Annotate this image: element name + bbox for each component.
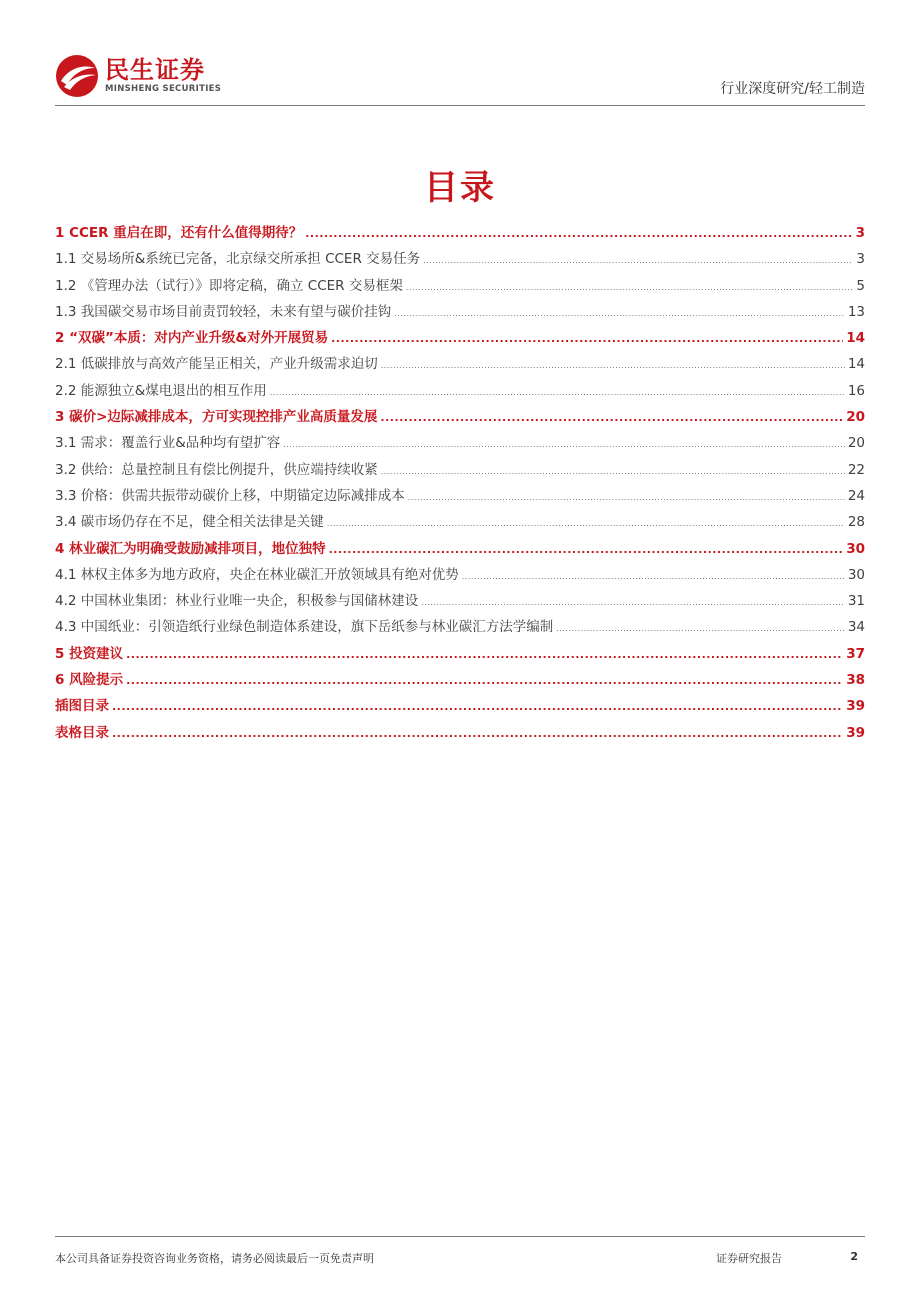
toc-entry-label: 2.2 能源独立&煤电退出的相互作用 xyxy=(55,382,267,399)
toc-entry-label: 1.1 交易场所&系统已完备，北京绿交所承担 CCER 交易任务 xyxy=(55,251,421,268)
toc-entry-label: 4.2 中国林业集团：林业行业唯一央企，积极参与国储林建设 xyxy=(55,593,419,610)
toc-dot-leader xyxy=(381,361,845,370)
toc-entry-label: 2 “双碳”本质：对内产业升级&对外开展贸易 xyxy=(55,330,329,347)
toc-dot-leader xyxy=(380,411,843,424)
report-category: 行业深度研究/轻工制造 xyxy=(720,81,865,97)
toc-entry-page: 20 xyxy=(847,435,865,452)
toc-dot-leader xyxy=(423,256,853,265)
toc-entry-page: 14 xyxy=(846,330,865,347)
table-of-contents xyxy=(55,221,865,747)
toc-dot-leader xyxy=(327,519,845,528)
toc-dot-leader xyxy=(406,283,854,292)
toc-entry-page: 39 xyxy=(846,698,865,715)
toc-subsection-entry[interactable] xyxy=(55,484,865,510)
toc-subsection-entry[interactable] xyxy=(55,274,865,300)
footer-disclaimer: 本公司具备证券投资咨询业务资格，请务必阅读最后一页免责声明 xyxy=(55,1252,374,1265)
page-number: 2 xyxy=(850,1250,858,1263)
toc-subsection-entry[interactable] xyxy=(55,431,865,457)
toc-dot-leader xyxy=(112,727,843,740)
toc-entry-page: 30 xyxy=(847,566,865,583)
toc-subsection-entry[interactable] xyxy=(55,300,865,326)
toc-dot-leader xyxy=(329,543,844,556)
page-title: 目录 xyxy=(424,168,496,208)
toc-subsection-entry[interactable] xyxy=(55,589,865,615)
toc-dot-leader xyxy=(556,624,845,633)
toc-dot-leader xyxy=(283,440,845,449)
toc-entry-label: 2.1 低碳排放与高效产能呈正相关，产业升级需求迫切 xyxy=(55,356,378,373)
toc-dot-leader xyxy=(112,700,843,713)
toc-entry-label: 表格目录 xyxy=(55,724,109,741)
toc-entry-page: 30 xyxy=(846,540,865,557)
footer-report-type: 证券研究报告 xyxy=(716,1252,782,1265)
minsheng-logo-icon xyxy=(55,54,99,98)
toc-subsection-entry[interactable] xyxy=(55,615,865,641)
toc-section-entry[interactable] xyxy=(55,221,865,247)
toc-entry-page: 3 xyxy=(856,251,865,268)
toc-entry-label: 4.3 中国纸业：引领造纸行业绿色制造体系建设，旗下岳纸参与林业碳汇方法学编制 xyxy=(55,619,554,636)
toc-entry-page: 16 xyxy=(847,382,865,399)
toc-entry-page: 5 xyxy=(856,277,865,294)
toc-subsection-entry[interactable] xyxy=(55,458,865,484)
toc-dot-leader xyxy=(305,227,852,240)
toc-dot-leader xyxy=(421,598,845,607)
toc-entry-page: 31 xyxy=(847,593,865,610)
toc-section-entry[interactable] xyxy=(55,537,865,563)
minsheng-logo xyxy=(55,52,221,100)
toc-entry-page: 22 xyxy=(847,461,865,478)
toc-entry-page: 24 xyxy=(847,487,865,504)
toc-entry-page: 3 xyxy=(855,225,865,241)
toc-entry-label: 3.2 供给：总量控制且有偿比例提升，供应端持续收紧 xyxy=(55,461,378,478)
toc-subsection-entry[interactable] xyxy=(55,379,865,405)
toc-entry-label: 1 CCER 重启在即，还有什么值得期待？ xyxy=(55,225,303,241)
toc-entry-page: 37 xyxy=(846,645,865,662)
toc-entry-label: 3.4 碳市场仍存在不足，健全相关法律是关键 xyxy=(55,514,324,531)
toc-dot-leader xyxy=(331,332,843,345)
toc-subsection-entry[interactable] xyxy=(55,510,865,536)
toc-dot-leader xyxy=(126,674,843,687)
toc-entry-page: 38 xyxy=(846,672,865,689)
header-divider xyxy=(55,105,865,106)
toc-entry-label: 5 投资建议 xyxy=(55,645,124,662)
toc-section-entry[interactable] xyxy=(55,405,865,431)
toc-entry-page: 14 xyxy=(847,356,865,373)
toc-dot-leader xyxy=(394,309,845,318)
toc-entry-label: 3.3 价格：供需共振带动碳价上移，中期锚定边际减排成本 xyxy=(55,487,405,504)
toc-entry-label: 3 碳价>边际减排成本，方可实现控排产业高质量发展 xyxy=(55,409,378,426)
toc-dot-leader xyxy=(462,572,845,581)
toc-entry-label: 3.1 需求：覆盖行业&品种均有望扩容 xyxy=(55,435,281,452)
toc-section-entry[interactable] xyxy=(55,642,865,668)
toc-section-entry[interactable] xyxy=(55,326,865,352)
toc-subsection-entry[interactable] xyxy=(55,563,865,589)
footer-divider xyxy=(55,1236,865,1237)
toc-entry-page: 28 xyxy=(847,514,865,531)
toc-entry-page: 39 xyxy=(846,724,865,741)
toc-section-entry[interactable] xyxy=(55,668,865,694)
toc-section-entry[interactable] xyxy=(55,694,865,720)
page-header xyxy=(55,48,865,106)
toc-entry-label: 4.1 林权主体多为地方政府，央企在林业碳汇开放领域具有绝对优势 xyxy=(55,566,459,583)
toc-entry-label: 插图目录 xyxy=(55,698,109,715)
toc-entry-label: 1.3 我国碳交易市场目前责罚较轻，未来有望与碳价挂钩 xyxy=(55,303,392,320)
toc-section-entry[interactable] xyxy=(55,721,865,747)
logo-english-text: MINSHENG SECURITIES xyxy=(105,84,222,94)
logo-chinese-text: 民生证券 xyxy=(105,56,205,84)
toc-dot-leader xyxy=(270,388,845,397)
toc-subsection-entry[interactable] xyxy=(55,352,865,378)
toc-entry-page: 20 xyxy=(846,409,865,426)
toc-subsection-entry[interactable] xyxy=(55,247,865,273)
toc-entry-label: 4 林业碳汇为明确受鼓励减排项目，地位独特 xyxy=(55,540,326,557)
toc-dot-leader xyxy=(408,493,845,502)
toc-dot-leader xyxy=(381,467,845,476)
toc-entry-page: 34 xyxy=(847,619,865,636)
toc-entry-label: 6 风险提示 xyxy=(55,672,124,689)
toc-entry-label: 1.2 《管理办法（试行）》即将定稿，确立 CCER 交易框架 xyxy=(55,277,403,294)
toc-dot-leader xyxy=(126,648,843,661)
toc-entry-page: 13 xyxy=(847,303,865,320)
